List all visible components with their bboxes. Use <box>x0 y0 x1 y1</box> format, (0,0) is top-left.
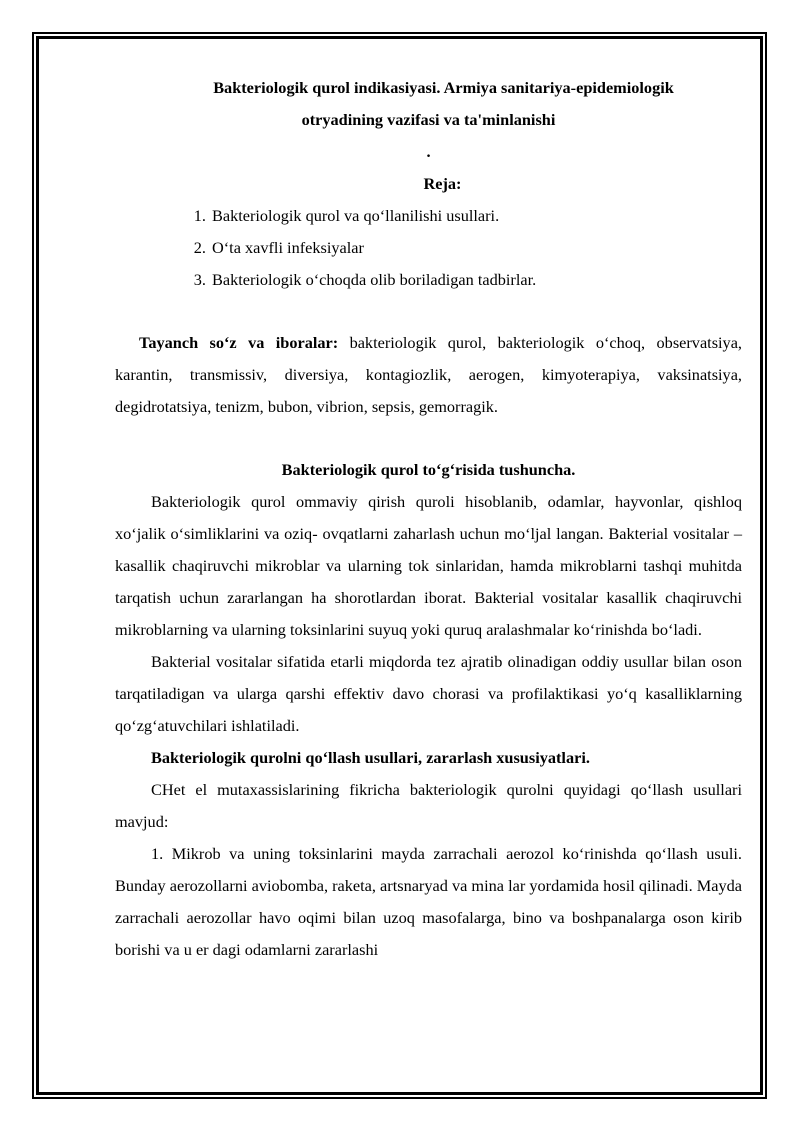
plan-heading: Reja: <box>423 174 462 193</box>
title-dot: . <box>426 142 431 161</box>
plan-list <box>115 200 742 296</box>
plan-item-1: 1. Bakteriologik qurol va qo‘llanilishi usullari. <box>210 200 742 232</box>
paragraph-4: 1. Mikrob va uning toksinlarini mayda zarrachali aerozol ko‘rinishda qo‘llash usuli. Bunday aerozollarni aviobomba, raketa, artsnaryad va mina lar yordamida hosil qilinadi. Mayda zarrachali aerozollar havo oqimi bilan uzoq masofalarga, bino va boshpanalarga oson kirib borishi va u er dagi odamlarni zararlashi <box>115 844 742 959</box>
paragraph-1: Bakteriologik qurol ommaviy qirish quroli hisoblanib, odamlar, hayvonlar, qishloq xo‘jalik o‘simliklarini va oziq- ovqatlarni zaharlash uchun mo‘ljal langan. Bakterial vositalar – kasallik chaqiruvchi mikroblar va ularning tok sinlaridan, hamda mikroblarni tashqi muhitda tarqatish uchun zararlangan ha shorotlardan iborat. Bakterial vositalar kasallik chaqiruvchi mikroblarning va ularning toksinlarini suyuq yoki quruq aralashmalar ko‘rinishda bo‘ladi. <box>115 492 742 639</box>
paragraph-2: Bakterial vositalar sifatida etarli miqdorda tez ajratib olinadigan oddiy usullar bilan oson tarqatiladigan va ularga qarshi effektiv davo chorasi va profilaktikasi yo‘q kasalliklarning qo‘zg‘atuvchilari ishlatiladi. <box>115 652 742 735</box>
document-title-line1: Bakteriologik qurol indikasiyasi. Armiya sanitariya-epidemiologik <box>213 78 674 97</box>
paragraph-3: CHet el mutaxassislarining fikricha bakteriologik qurolni quyidagi qo‘llash usullari mavjud: <box>115 780 742 831</box>
plan-item-3: 3. Bakteriologik o‘choqda olib boriladigan tadbirlar. <box>210 264 742 296</box>
keywords-paragraph <box>115 327 742 423</box>
keywords-label: Tayanch so‘z va iboralar: <box>139 333 339 352</box>
document-page <box>115 72 742 966</box>
section1-title: Bakteriologik qurol to‘g‘risida tushuncha. <box>281 460 576 479</box>
document-title-line2: otryadining vazifasi va ta'minlanishi <box>301 110 556 129</box>
keywords-text: bakteriologik qurol, bakteriologik o‘choq, observatsiya, karantin, transmissiv, diversiya, kontagiozlik, aerogen, kimyoterapiya, vaksinatsiya, degidrotatsiya, tenizm, bubon, vibrion, sepsis, gemorragik. <box>115 333 742 416</box>
plan-item-2: 2. O‘ta xavfli infeksiyalar <box>210 232 742 264</box>
section2-title: Bakteriologik qurolni qo‘llash usullari, zararlash xususiyatlari. <box>151 748 590 767</box>
